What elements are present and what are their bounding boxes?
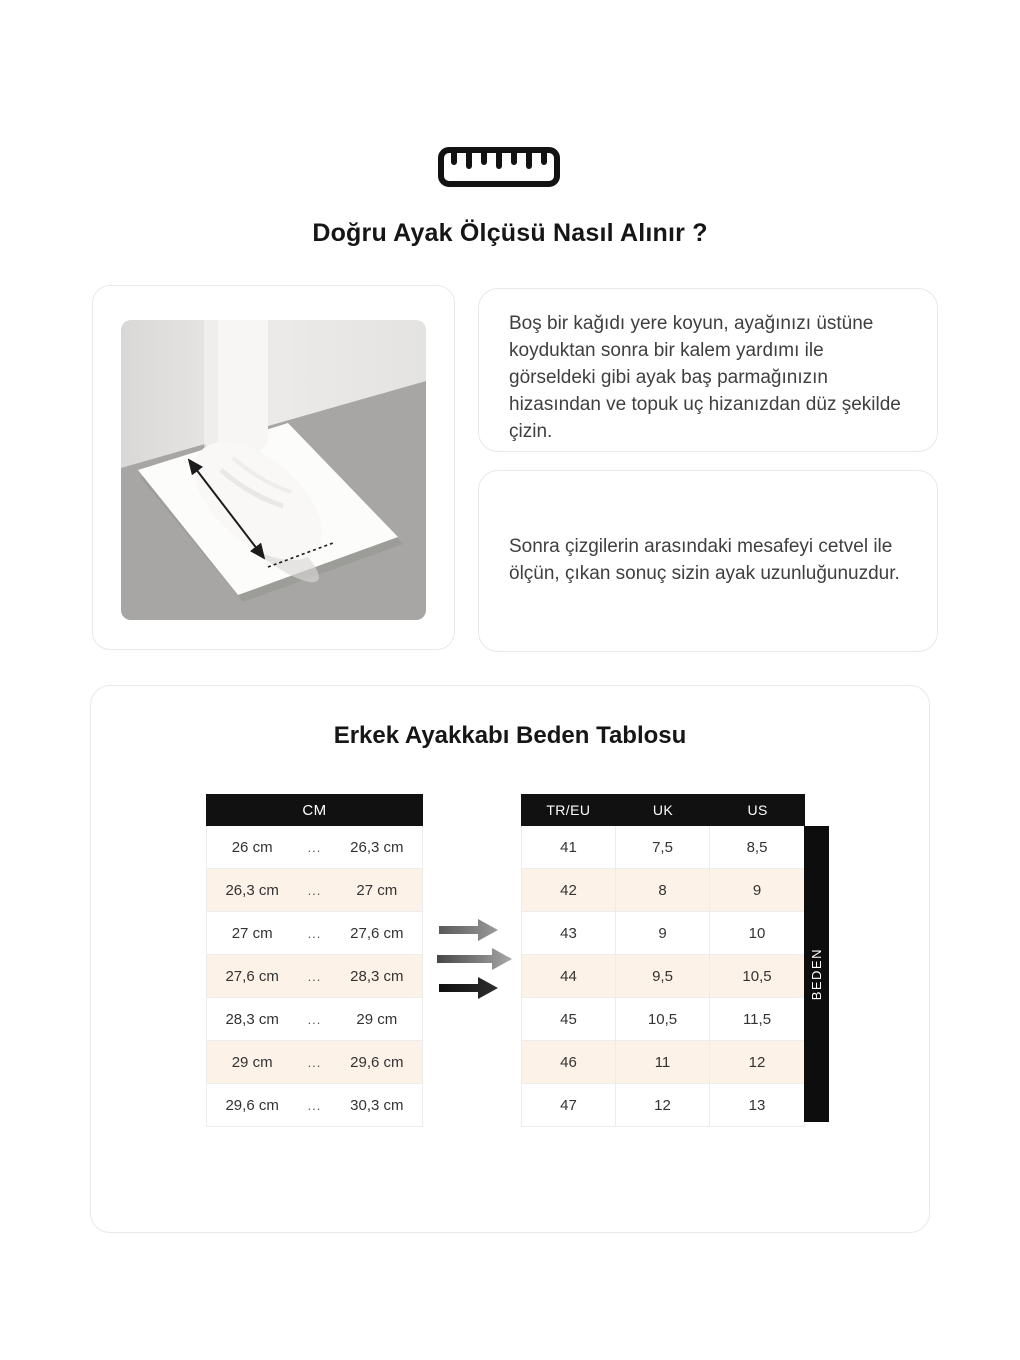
us-size: 12 <box>748 1053 766 1071</box>
cm-table-row <box>207 1084 422 1126</box>
cm-from-value: 29 cm <box>231 1053 273 1071</box>
cm-from-value: 27,6 cm <box>225 967 279 985</box>
size-table-row <box>522 912 804 955</box>
cm-to-value: 26,3 cm <box>350 838 404 856</box>
treu-size: 42 <box>522 869 616 911</box>
treu-size: 47 <box>522 1084 616 1126</box>
cm-to-value: 27 cm <box>356 881 398 899</box>
cm-table-row <box>207 1041 422 1084</box>
size-table-card <box>90 685 930 1233</box>
uk-size: 9 <box>616 912 710 954</box>
us-size: 9 <box>752 881 762 899</box>
size-col-header-treu: TR/EU <box>546 802 591 818</box>
uk-size: 11 <box>616 1041 710 1083</box>
range-dots: ... <box>307 968 322 984</box>
cm-from-value: 26 cm <box>231 838 273 856</box>
instruction-card-step2 <box>478 470 938 652</box>
size-table-row <box>522 1084 804 1126</box>
beden-side-label <box>804 826 829 1122</box>
us-size: 10 <box>748 924 766 942</box>
cm-table-row <box>207 955 422 998</box>
page-title: Doğru Ayak Ölçüsü Nasıl Alınır ? <box>312 219 708 247</box>
cm-table-row <box>207 826 422 869</box>
size-table-header-row <box>521 794 805 826</box>
us-size: 8,5 <box>746 838 768 856</box>
range-dots: ... <box>307 882 322 898</box>
size-table-row <box>522 998 804 1041</box>
cm-range-table <box>206 794 423 1127</box>
uk-size: 7,5 <box>616 826 710 868</box>
treu-size: 45 <box>522 998 616 1040</box>
cm-table-row <box>207 998 422 1041</box>
instruction-step2-text: Sonra çizgilerin arasındaki mesafeyi cetvel ile ölçün, çıkan sonuç sizin ayak uzunluğunuzdur. <box>509 536 900 584</box>
range-dots: ... <box>307 839 322 855</box>
foot-measurement-photo <box>121 320 426 620</box>
international-size-table <box>521 794 805 1127</box>
size-col-header-uk: UK <box>652 802 674 818</box>
size-table-row <box>522 869 804 912</box>
cm-from-value: 28,3 cm <box>225 1010 279 1028</box>
cm-from-value: 26,3 cm <box>225 881 279 899</box>
cm-to-value: 28,3 cm <box>350 967 404 985</box>
treu-size: 46 <box>522 1041 616 1083</box>
uk-size: 10,5 <box>616 998 710 1040</box>
us-size: 11,5 <box>742 1010 772 1028</box>
us-size: 13 <box>748 1096 766 1114</box>
us-size: 10,5 <box>742 967 772 985</box>
beden-label-text: BEDEN <box>809 947 824 1001</box>
size-col-header-us: US <box>747 802 768 818</box>
range-dots: ... <box>307 1097 322 1113</box>
uk-size: 12 <box>616 1084 710 1126</box>
cm-to-value: 29,6 cm <box>350 1053 404 1071</box>
cm-from-value: 27 cm <box>231 924 273 942</box>
instruction-step1-text: Boş bir kağıdı yere koyun, ayağınızı üstüne koyduktan sonra bir kalem yardımı ile görseldeki gibi ayak baş parmağınızın hizasından ve topuk uç hizanızdan düz şekilde çizin. <box>509 313 901 442</box>
range-dots: ... <box>307 925 322 941</box>
instruction-card-step1 <box>478 288 938 452</box>
cm-to-value: 30,3 cm <box>350 1096 404 1114</box>
ruler-icon <box>437 146 561 188</box>
cm-from-value: 29,6 cm <box>225 1096 279 1114</box>
range-dots: ... <box>307 1054 322 1070</box>
uk-size: 9,5 <box>616 955 710 997</box>
cm-table-row <box>207 912 422 955</box>
treu-size: 44 <box>522 955 616 997</box>
cm-to-value: 29 cm <box>356 1010 398 1028</box>
cm-table-header: CM <box>206 794 423 826</box>
uk-size: 8 <box>616 869 710 911</box>
size-table-title: Erkek Ayakkabı Beden Tablosu <box>333 722 687 749</box>
cm-table-row <box>207 869 422 912</box>
size-table-row <box>522 1041 804 1084</box>
size-table-row <box>522 826 804 869</box>
range-dots: ... <box>307 1011 322 1027</box>
cm-to-value: 27,6 cm <box>350 924 404 942</box>
treu-size: 41 <box>522 826 616 868</box>
size-conversion-arrows-icon <box>436 917 516 1001</box>
measurement-photo-card <box>92 285 455 650</box>
treu-size: 43 <box>522 912 616 954</box>
size-table-row <box>522 955 804 998</box>
